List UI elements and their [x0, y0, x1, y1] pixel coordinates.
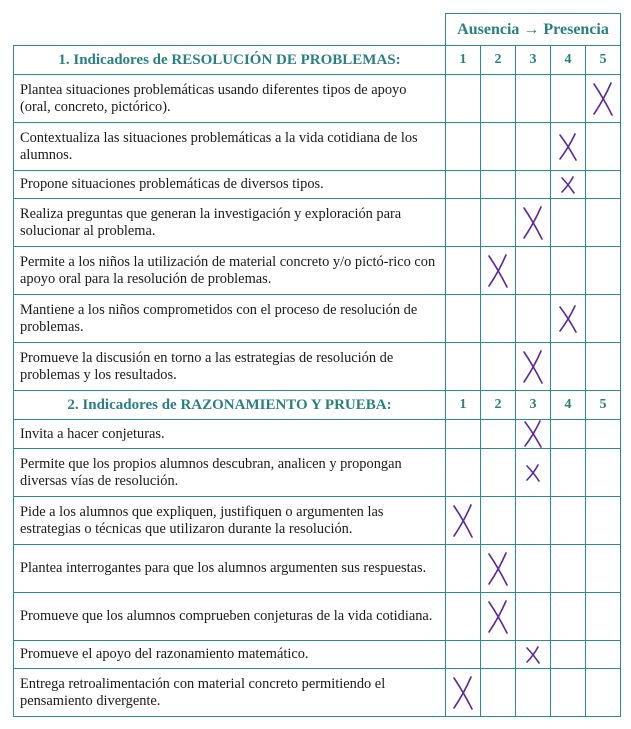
indicator-row	[14, 75, 621, 123]
scale-header-row	[14, 14, 621, 46]
scale-label: Ausencia → Presencia	[446, 14, 621, 46]
rating-cell-4[interactable]	[551, 123, 586, 171]
handwritten-x-mark	[592, 82, 614, 116]
rating-cell-2[interactable]	[481, 75, 516, 123]
rating-cell-1[interactable]	[446, 669, 481, 717]
rating-cell-2[interactable]	[481, 641, 516, 669]
rating-cell-3[interactable]	[516, 343, 551, 391]
rating-cell-4[interactable]	[551, 199, 586, 247]
rating-cell-1[interactable]	[446, 497, 481, 545]
rating-cell-5[interactable]	[586, 295, 621, 343]
indicator-text: Promueve que los alumnos comprueben conjeturas de la vida cotidiana.	[14, 593, 446, 641]
evaluation-table	[13, 13, 621, 717]
indicator-row	[14, 545, 621, 593]
rating-cell-4[interactable]	[551, 247, 586, 295]
rating-cell-3[interactable]	[516, 199, 551, 247]
scale-number: 5	[586, 391, 621, 420]
indicator-row	[14, 171, 621, 199]
indicator-text: Propone situaciones problemáticas de diversos tipos.	[14, 171, 446, 199]
section-title: 2. Indicadores de RAZONAMIENTO Y PRUEBA:	[14, 391, 446, 420]
scale-number: 4	[551, 391, 586, 420]
rating-cell-1[interactable]	[446, 199, 481, 247]
indicator-text: Contextualiza las situaciones problemáticas a la vida cotidiana de los alumnos.	[14, 123, 446, 171]
rating-cell-5[interactable]	[586, 199, 621, 247]
handwritten-x-mark	[523, 420, 543, 448]
scale-number: 3	[516, 391, 551, 420]
rating-cell-4[interactable]	[551, 545, 586, 593]
scale-number: 1	[446, 391, 481, 420]
rating-cell-4[interactable]	[551, 343, 586, 391]
rating-cell-3[interactable]	[516, 545, 551, 593]
indicator-row	[14, 123, 621, 171]
handwritten-x-mark	[487, 600, 509, 634]
rating-cell-5[interactable]	[586, 497, 621, 545]
rating-cell-1[interactable]	[446, 75, 481, 123]
rating-cell-3[interactable]	[516, 247, 551, 295]
rating-cell-1[interactable]	[446, 123, 481, 171]
indicator-text: Entrega retroalimentación con material concreto permitiendo el pensamiento divergente.	[14, 669, 446, 717]
rating-cell-1[interactable]	[446, 343, 481, 391]
handwritten-x-mark	[522, 350, 544, 384]
rating-cell-1[interactable]	[446, 449, 481, 497]
handwritten-x-mark	[522, 206, 544, 240]
rating-cell-2[interactable]	[481, 171, 516, 199]
rating-cell-4[interactable]	[551, 497, 586, 545]
indicator-text: Pide a los alumnos que expliquen, justifiquen o argumenten las estrategias o técnicas que utilizaron durante la resolución.	[14, 497, 446, 545]
rating-cell-3[interactable]	[516, 420, 551, 449]
rating-cell-2[interactable]	[481, 420, 516, 449]
rating-cell-5[interactable]	[586, 123, 621, 171]
indicator-text: Plantea situaciones problemáticas usando diferentes tipos de apoyo (oral, concreto, pictórico).	[14, 75, 446, 123]
scale-number: 3	[516, 46, 551, 75]
indicator-text: Invita a hacer conjeturas.	[14, 420, 446, 449]
section-header-row	[14, 391, 621, 420]
rating-cell-1[interactable]	[446, 641, 481, 669]
rating-cell-1[interactable]	[446, 171, 481, 199]
indicator-row	[14, 199, 621, 247]
indicator-text: Promueve la discusión en torno a las estrategias de resolución de problemas y los resultados.	[14, 343, 446, 391]
rating-cell-5[interactable]	[586, 449, 621, 497]
rating-cell-2[interactable]	[481, 123, 516, 171]
rating-cell-3[interactable]	[516, 641, 551, 669]
scale-number: 5	[586, 46, 621, 75]
rating-cell-5[interactable]	[586, 545, 621, 593]
indicator-text: Realiza preguntas que generan la investigación y exploración para solucionar al problema.	[14, 199, 446, 247]
rating-cell-1[interactable]	[446, 545, 481, 593]
rating-cell-3[interactable]	[516, 669, 551, 717]
blank-corner	[14, 14, 446, 46]
rating-cell-2[interactable]	[481, 343, 516, 391]
rating-cell-4[interactable]	[551, 593, 586, 641]
rating-cell-4[interactable]	[551, 420, 586, 449]
rating-cell-2[interactable]	[481, 247, 516, 295]
indicator-row	[14, 641, 621, 669]
rating-cell-4[interactable]	[551, 75, 586, 123]
rating-cell-3[interactable]	[516, 295, 551, 343]
section-title: 1. Indicadores de RESOLUCIÓN DE PROBLEMAS:	[14, 46, 446, 75]
rating-cell-5[interactable]	[586, 641, 621, 669]
rating-cell-2[interactable]	[481, 295, 516, 343]
indicator-text: Promueve el apoyo del razonamiento matemático.	[14, 641, 446, 669]
rating-cell-3[interactable]	[516, 497, 551, 545]
rating-cell-5[interactable]	[586, 669, 621, 717]
rating-cell-2[interactable]	[481, 593, 516, 641]
indicator-text: Plantea interrogantes para que los alumnos argumenten sus respuestas.	[14, 545, 446, 593]
scale-number: 2	[481, 46, 516, 75]
handwritten-x-mark	[558, 133, 578, 161]
rating-cell-1[interactable]	[446, 247, 481, 295]
rating-cell-4[interactable]	[551, 171, 586, 199]
indicator-row	[14, 669, 621, 717]
handwritten-x-mark	[487, 552, 509, 586]
indicator-row	[14, 420, 621, 449]
handwritten-x-mark	[525, 646, 541, 664]
rating-cell-3[interactable]	[516, 171, 551, 199]
rating-cell-3[interactable]	[516, 123, 551, 171]
indicator-text: Permite a los niños la utilización de material concreto y/o pictó-rico con apoyo oral para la resolución de problemas.	[14, 247, 446, 295]
section-header-row	[14, 46, 621, 75]
indicator-row	[14, 497, 621, 545]
scale-number: 4	[551, 46, 586, 75]
rating-cell-2[interactable]	[481, 545, 516, 593]
rating-cell-4[interactable]	[551, 449, 586, 497]
indicator-row	[14, 593, 621, 641]
rating-cell-5[interactable]	[586, 420, 621, 449]
rating-cell-3[interactable]	[516, 593, 551, 641]
rating-cell-4[interactable]	[551, 669, 586, 717]
handwritten-x-mark	[487, 254, 509, 288]
handwritten-x-mark	[525, 464, 541, 482]
rating-cell-1[interactable]	[446, 420, 481, 449]
rating-cell-4[interactable]	[551, 641, 586, 669]
rating-cell-2[interactable]	[481, 669, 516, 717]
rating-cell-5[interactable]	[586, 171, 621, 199]
rating-cell-2[interactable]	[481, 497, 516, 545]
indicator-text: Mantiene a los niños comprometidos con el proceso de resolución de problemas.	[14, 295, 446, 343]
rating-cell-5[interactable]	[586, 75, 621, 123]
rating-cell-2[interactable]	[481, 199, 516, 247]
rating-cell-5[interactable]	[586, 343, 621, 391]
rating-cell-4[interactable]	[551, 295, 586, 343]
rating-cell-3[interactable]	[516, 75, 551, 123]
handwritten-x-mark	[452, 676, 474, 710]
indicator-text: Permite que los propios alumnos descubran, analicen y propongan diversas vías de resolución.	[14, 449, 446, 497]
scale-number: 1	[446, 46, 481, 75]
rating-cell-5[interactable]	[586, 247, 621, 295]
rating-cell-3[interactable]	[516, 449, 551, 497]
scale-number: 2	[481, 391, 516, 420]
handwritten-x-mark	[560, 176, 576, 194]
indicator-row	[14, 449, 621, 497]
rating-cell-1[interactable]	[446, 295, 481, 343]
handwritten-x-mark	[558, 305, 578, 333]
indicator-row	[14, 247, 621, 295]
handwritten-x-mark	[452, 504, 474, 538]
rating-cell-2[interactable]	[481, 449, 516, 497]
indicator-row	[14, 343, 621, 391]
indicator-row	[14, 295, 621, 343]
rating-cell-1[interactable]	[446, 593, 481, 641]
rating-cell-5[interactable]	[586, 593, 621, 641]
